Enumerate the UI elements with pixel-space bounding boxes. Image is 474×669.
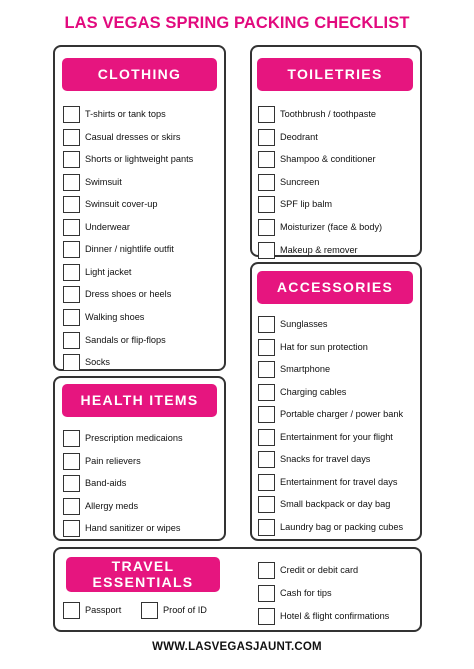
item-label: Laundry bag or packing cubes: [280, 522, 404, 532]
page-title: LAS VEGAS SPRING PACKING CHECKLIST: [64, 14, 410, 32]
travel-item[interactable]: [258, 606, 389, 626]
item-label: Toothbrush / toothpaste: [280, 109, 377, 119]
health-item[interactable]: [63, 428, 183, 448]
accessories-item[interactable]: [258, 427, 393, 447]
item-label: Dinner / nightlife outfit: [85, 244, 174, 254]
clothing-item[interactable]: [63, 149, 193, 169]
item-label: Dress shoes or heels: [85, 289, 172, 299]
checkbox[interactable]: [63, 430, 80, 447]
checkbox[interactable]: [258, 406, 275, 423]
checkbox[interactable]: [258, 451, 275, 468]
checkbox[interactable]: [63, 498, 80, 515]
item-label: Shorts or lightweight pants: [85, 154, 194, 164]
item-label: SPF lip balm: [280, 199, 333, 209]
checkbox[interactable]: [258, 496, 275, 513]
accessories-item[interactable]: [258, 382, 346, 402]
toiletries-item[interactable]: [258, 104, 376, 124]
item-label: Socks: [85, 357, 111, 367]
item-label: Snacks for travel days: [280, 454, 371, 464]
item-label: Underwear: [85, 222, 130, 232]
checkbox[interactable]: [258, 316, 275, 333]
checkbox[interactable]: [63, 196, 80, 213]
item-label: Swimsuit: [85, 177, 122, 187]
item-label: Makeup & remover: [280, 245, 358, 255]
item-label: Credit or debit card: [280, 565, 359, 575]
checkbox[interactable]: [63, 602, 80, 619]
checkbox[interactable]: [258, 129, 275, 146]
checkbox[interactable]: [63, 264, 80, 281]
toiletries-item[interactable]: [258, 127, 318, 147]
item-label: Charging cables: [280, 387, 347, 397]
checkbox[interactable]: [63, 106, 80, 123]
item-label: T-shirts or tank tops: [85, 109, 166, 119]
item-label: Smartphone: [280, 364, 331, 374]
travel-item[interactable]: [141, 600, 207, 620]
clothing-item[interactable]: [63, 307, 144, 327]
clothing-item[interactable]: [63, 284, 171, 304]
accessories-item[interactable]: [258, 404, 403, 424]
item-label: Deodrant: [280, 132, 318, 142]
clothing-item[interactable]: [63, 104, 166, 124]
checkbox[interactable]: [258, 174, 275, 191]
item-label: Swinsuit cover-up: [85, 199, 158, 209]
checkbox[interactable]: [63, 520, 80, 537]
item-label: Walking shoes: [85, 312, 145, 322]
checkbox[interactable]: [258, 608, 275, 625]
toiletries-heading: TOILETRIES: [257, 58, 413, 91]
accessories-item[interactable]: [258, 517, 403, 537]
item-label: Cash for tips: [280, 588, 332, 598]
checkbox[interactable]: [141, 602, 158, 619]
health-item[interactable]: [63, 496, 138, 516]
item-label: Passport: [85, 605, 122, 615]
toiletries-item[interactable]: [258, 149, 376, 169]
clothing-item[interactable]: [63, 262, 131, 282]
checkbox[interactable]: [258, 106, 275, 123]
toiletries-item[interactable]: [258, 194, 332, 214]
checkbox[interactable]: [258, 151, 275, 168]
checkbox[interactable]: [258, 361, 275, 378]
accessories-item[interactable]: [258, 449, 370, 469]
clothing-item[interactable]: [63, 194, 158, 214]
travel-item[interactable]: [258, 583, 332, 603]
accessories-item[interactable]: [258, 359, 330, 379]
clothing-item[interactable]: [63, 330, 166, 350]
accessories-item[interactable]: [258, 494, 390, 514]
item-label: Allergy meds: [85, 501, 139, 511]
item-label: Casual dresses or skirs: [85, 132, 181, 142]
item-label: Entertainment for your flight: [280, 432, 393, 442]
clothing-item[interactable]: [63, 352, 110, 372]
health-item[interactable]: [63, 473, 126, 493]
checkbox[interactable]: [258, 339, 275, 356]
item-label: Moisturizer (face & body): [280, 222, 383, 232]
item-label: Light jacket: [85, 267, 132, 277]
footer-url: WWW.LASVEGASJAUNT.COM: [152, 641, 322, 653]
health-item[interactable]: [63, 451, 141, 471]
travel-item[interactable]: [63, 600, 121, 620]
item-label: Entertainment for travel days: [280, 477, 398, 487]
checkbox[interactable]: [258, 242, 275, 259]
checkbox[interactable]: [63, 332, 80, 349]
item-label: Sandals or flip-flops: [85, 335, 166, 345]
checkbox[interactable]: [63, 219, 80, 236]
checkbox[interactable]: [63, 286, 80, 303]
accessories-heading: ACCESSORIES: [257, 271, 413, 304]
checkbox[interactable]: [63, 453, 80, 470]
travel-heading-line2: ESSENTIALS: [92, 573, 194, 590]
toiletries-item[interactable]: [258, 172, 319, 192]
item-label: Prescription medicaions: [85, 433, 183, 443]
checkbox[interactable]: [258, 384, 275, 401]
clothing-item[interactable]: [63, 217, 130, 237]
item-label: Proof of ID: [163, 605, 207, 615]
checkbox[interactable]: [63, 241, 80, 258]
accessories-item[interactable]: [258, 472, 397, 492]
toiletries-item[interactable]: [258, 240, 358, 260]
checkbox[interactable]: [258, 219, 275, 236]
health-item[interactable]: [63, 518, 181, 538]
travel-heading-line1: TRAVEL: [111, 558, 175, 575]
clothing-item[interactable]: [63, 127, 180, 147]
checkbox[interactable]: [258, 474, 275, 491]
checkbox[interactable]: [63, 475, 80, 492]
clothing-item[interactable]: [63, 239, 174, 259]
item-label: Portable charger / power bank: [280, 409, 404, 419]
item-label: Band-aids: [85, 478, 127, 488]
checkbox[interactable]: [63, 309, 80, 326]
item-label: Hand sanitizer or wipes: [85, 523, 181, 533]
accessories-item[interactable]: [258, 337, 368, 357]
travel-heading: [66, 557, 220, 592]
item-label: Hat for sun protection: [280, 342, 368, 352]
item-label: Pain relievers: [85, 456, 141, 466]
checkbox[interactable]: [63, 354, 80, 371]
checkbox[interactable]: [258, 519, 275, 536]
travel-item[interactable]: [258, 560, 358, 580]
checkbox[interactable]: [63, 174, 80, 191]
accessories-item[interactable]: [258, 314, 328, 334]
checkbox[interactable]: [63, 129, 80, 146]
checkbox[interactable]: [258, 585, 275, 602]
item-label: Hotel & flight confirmations: [280, 611, 390, 621]
item-label: Shampoo & conditioner: [280, 154, 376, 164]
checkbox[interactable]: [258, 429, 275, 446]
checkbox[interactable]: [258, 562, 275, 579]
toiletries-item[interactable]: [258, 217, 382, 237]
item-label: Suncreen: [280, 177, 320, 187]
health-heading: HEALTH ITEMS: [62, 384, 217, 417]
checkbox[interactable]: [63, 151, 80, 168]
item-label: Sunglasses: [280, 319, 328, 329]
clothing-item[interactable]: [63, 172, 122, 192]
checkbox[interactable]: [258, 196, 275, 213]
item-label: Small backpack or day bag: [280, 499, 391, 509]
clothing-heading: CLOTHING: [62, 58, 217, 91]
